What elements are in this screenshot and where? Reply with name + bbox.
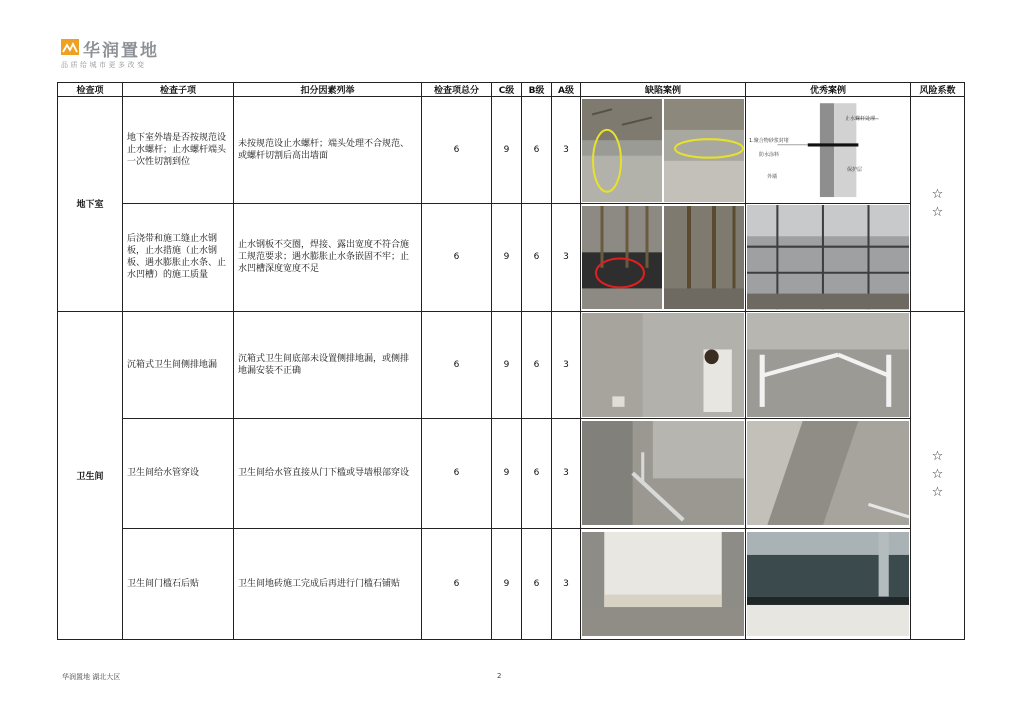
deduction-factors: 沉箱式卫生间底部未设置侧排地漏，或侧排地漏安装不正确 <box>234 311 422 418</box>
table-row <box>58 97 965 204</box>
col-header: C级 <box>492 83 522 97</box>
sub-item: 地下室外墙是否按规范设止水螺杆；止水螺杆端头一次性切割到位 <box>123 97 234 204</box>
deduction-factors: 止水钢板不交圈，焊接、露出宽度不符合施工规范要求；遇水膨胀止水条嵌固不牢；止水凹槽深度宽度不足 <box>234 204 422 311</box>
col-header: 检查项 <box>58 83 123 97</box>
sub-item: 卫生间门槛石后贴 <box>123 528 234 639</box>
defect-worker-inspecting-photo <box>582 313 744 417</box>
col-header: A级 <box>552 83 581 97</box>
risk-coefficient-cell <box>911 97 965 312</box>
diagram-label: 防水涂料 <box>759 152 780 158</box>
grade-a: 3 <box>552 97 581 204</box>
defect-pipe-at-sill-photo <box>582 421 744 525</box>
defect-case-cell <box>581 204 746 311</box>
grade-b: 6 <box>522 311 552 418</box>
grade-c: 9 <box>492 418 522 528</box>
defect-rebar-photo <box>664 206 744 309</box>
diagram-label: 外墙 <box>767 174 778 180</box>
defect-wall-bolts-photo <box>582 99 662 202</box>
diagram-label: 止水螺杆处理 <box>845 116 876 122</box>
table-row <box>58 528 965 639</box>
defect-case-cell <box>581 311 746 418</box>
good-case-cell <box>746 97 911 204</box>
total-score: 6 <box>422 528 492 639</box>
category-basement: 地下室 <box>58 97 123 312</box>
company-name: 华润置地 <box>83 41 159 61</box>
deduction-factors: 卫生间地砖施工完成后再进行门槛石铺贴 <box>234 528 422 639</box>
grade-a: 3 <box>552 311 581 418</box>
good-threshold-photo <box>747 532 909 636</box>
defect-wall-marked-photo <box>664 99 744 202</box>
grade-a: 3 <box>552 418 581 528</box>
grade-c: 9 <box>492 204 522 311</box>
table-header-row <box>58 83 965 97</box>
company-slogan: 品质给城市更多改变 <box>61 61 147 69</box>
grade-a: 3 <box>552 528 581 639</box>
footer-company: 华润置地 湖北大区 <box>62 673 121 681</box>
risk-star-icon: ☆ <box>931 485 944 501</box>
diagram-label: 1.聚合物砂浆封堵 <box>749 138 789 144</box>
good-waterproof-diagram <box>747 98 909 202</box>
risk-stars <box>911 448 964 502</box>
page-number: 2 <box>497 672 502 680</box>
risk-coefficient-cell <box>911 311 965 639</box>
defect-rebar-circled-photo <box>582 206 662 309</box>
risk-star-icon: ☆ <box>931 449 944 465</box>
good-case-cell <box>746 528 911 639</box>
sub-item: 后浇带和施工缝止水钢板，止水措施（止水钢板、遇水膨胀止水条、止水凹槽）的施工质量 <box>123 204 234 311</box>
grade-c: 9 <box>492 528 522 639</box>
total-score: 6 <box>422 418 492 528</box>
risk-star-icon: ☆ <box>931 186 944 202</box>
inspection-table <box>57 82 965 640</box>
grade-c: 9 <box>492 97 522 204</box>
logo-mark-icon <box>61 39 79 55</box>
col-header: 检查子项 <box>123 83 234 97</box>
sub-item: 沉箱式卫生间侧排地漏 <box>123 311 234 418</box>
good-rebar-steel-plate-photo <box>747 205 909 309</box>
defect-threshold-photo <box>582 532 744 636</box>
grade-b: 6 <box>522 204 552 311</box>
good-case-cell <box>746 418 911 528</box>
grade-b: 6 <box>522 97 552 204</box>
table-row <box>58 204 965 311</box>
grade-a: 3 <box>552 204 581 311</box>
category-bathroom: 卫生间 <box>58 311 123 639</box>
good-drain-pipes-photo <box>747 313 909 417</box>
grade-b: 6 <box>522 418 552 528</box>
col-header: 检查项总分 <box>422 83 492 97</box>
grade-b: 6 <box>522 528 552 639</box>
defect-case-cell <box>581 528 746 639</box>
col-header: 扣分因素列举 <box>234 83 422 97</box>
deduction-factors: 未按规范设止水螺杆；端头处理不合规范、或螺杆切割后高出墙面 <box>234 97 422 204</box>
defect-case-cell <box>581 97 746 204</box>
table-row <box>58 418 965 528</box>
defect-case-cell <box>581 418 746 528</box>
total-score: 6 <box>422 311 492 418</box>
total-score: 6 <box>422 204 492 311</box>
good-pipe-routing-photo <box>747 421 909 525</box>
table-row <box>58 311 965 418</box>
risk-star-icon: ☆ <box>931 467 944 483</box>
col-header: 优秀案例 <box>746 83 911 97</box>
col-header: B级 <box>522 83 552 97</box>
good-case-cell <box>746 204 911 311</box>
good-case-cell <box>746 311 911 418</box>
diagram-label: 保护层 <box>847 167 863 173</box>
risk-star-icon: ☆ <box>931 204 944 220</box>
total-score: 6 <box>422 97 492 204</box>
deduction-factors: 卫生间给水管直接从门下槛或导墙根部穿设 <box>234 418 422 528</box>
risk-stars <box>911 186 964 222</box>
col-header: 缺陷案例 <box>581 83 746 97</box>
grade-c: 9 <box>492 311 522 418</box>
sub-item: 卫生间给水管穿设 <box>123 418 234 528</box>
col-header: 风险系数 <box>911 83 965 97</box>
